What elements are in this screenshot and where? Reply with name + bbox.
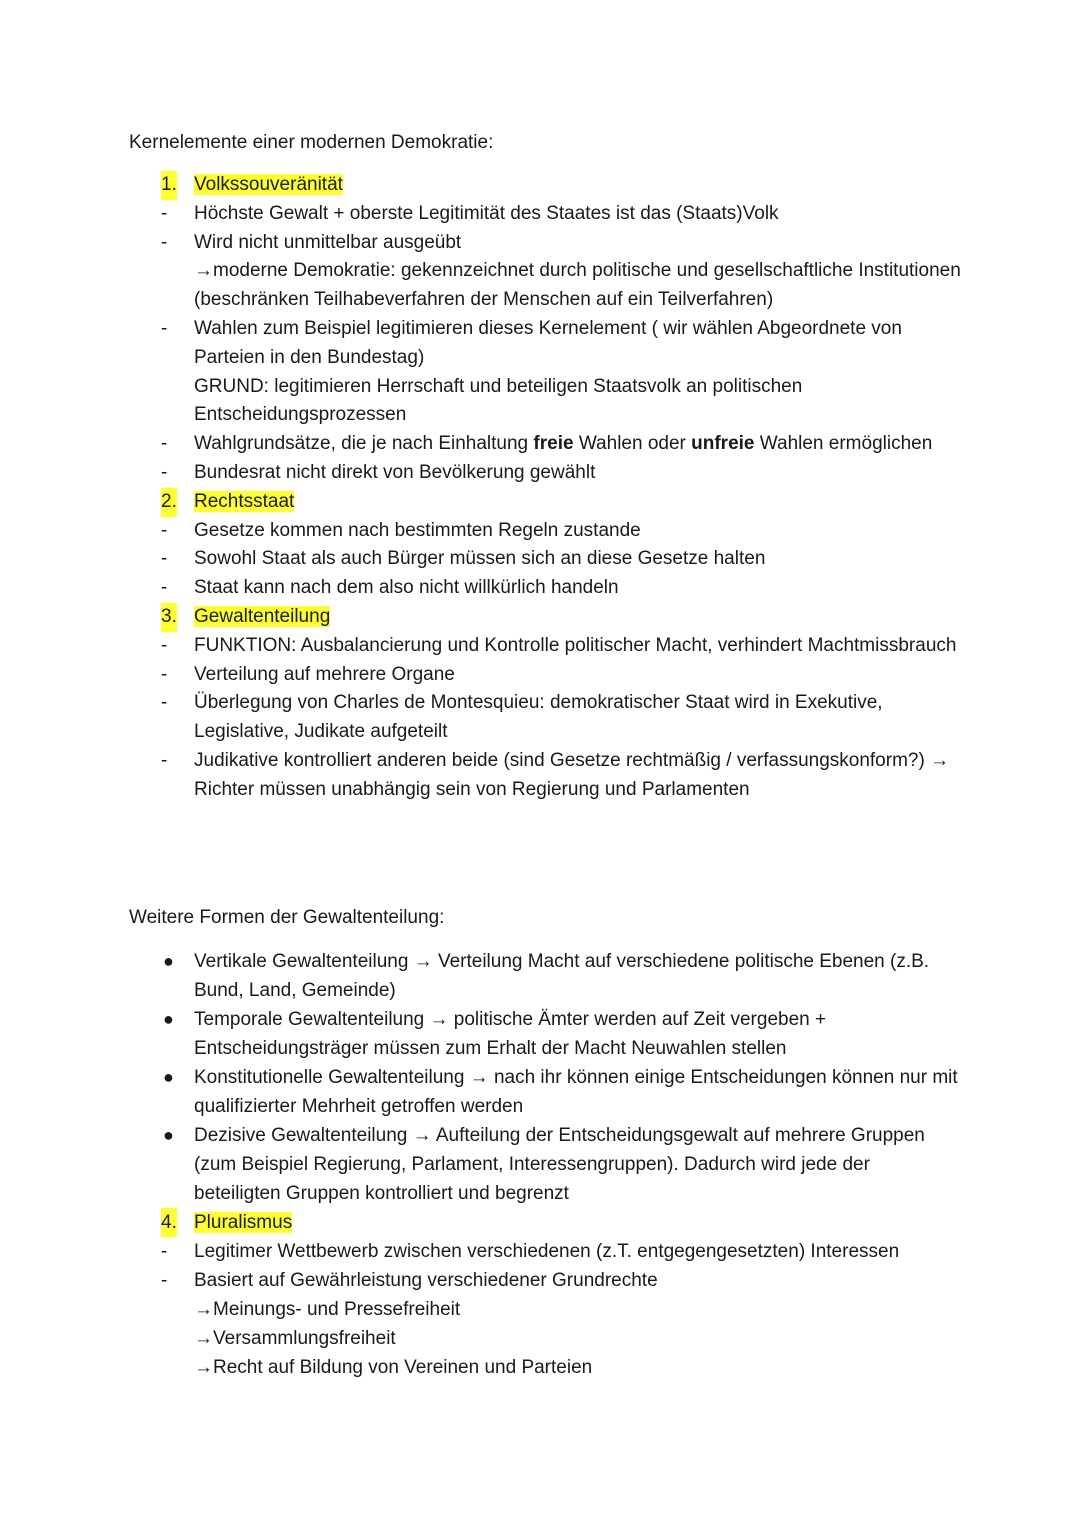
list-item (161, 229, 961, 315)
item-text: Wird nicht unmittelbar ausgeübt (194, 231, 462, 253)
list-item (161, 315, 961, 430)
list-item (161, 459, 961, 488)
dash-marker: - (161, 663, 168, 685)
list-item (161, 661, 961, 690)
item-text: Staat kann nach dem also nicht willkürlich handeln (194, 577, 619, 599)
dash-marker: - (161, 317, 168, 339)
list-item (161, 1266, 961, 1382)
dash-marker: - (161, 202, 168, 224)
bullet-item (161, 947, 961, 1005)
dash-marker: - (161, 548, 168, 570)
list-item (161, 200, 961, 229)
item-text-post: Wahlen ermöglichen (754, 433, 933, 455)
dash-marker: - (161, 692, 168, 714)
item-subtext: GRUND: legitimieren Herrschaft und beteiligen Staatsvolk an politischen Entscheidungsprozessen (194, 375, 803, 426)
list-item (161, 1237, 961, 1266)
list-item (161, 574, 961, 603)
list-item (161, 430, 961, 459)
bullet-marker: ● (163, 1125, 174, 1145)
heading-title: Pluralismus (194, 1212, 293, 1233)
list-item (161, 545, 961, 574)
item-text: Legitimer Wettbewerb zwischen verschiedenen (z.T. entgegengesetzten) Interessen (194, 1241, 900, 1262)
heading-number: 1. (161, 171, 177, 200)
item-text: Konstitutionelle Gewaltenteilung → nach ihr können einige Entscheidungen können nur mit qualifizierter Mehrheit getroffen werden (194, 1067, 958, 1117)
item-text-pre: Wahlgrundsätze, die je nach Einhaltung (194, 433, 534, 455)
item-text: Judikative kontrolliert anderen beide (sind Gesetze rechtmäßig / verfassungskonform?) → Richter müssen unabhängig sein von Regierung und Parlamenten (194, 749, 950, 800)
item-text: Verteilung auf mehrere Organe (194, 663, 455, 685)
intro-heading: Kernelemente einer modernen Demokratie: (129, 132, 494, 153)
dash-marker: - (161, 634, 168, 656)
item-subtext: →moderne Demokratie: gekennzeichnet durch politische und gesellschaftliche Institutionen (beschränken Teilhabeverfahren der Menschen auf ein Teilverfahren) (194, 260, 961, 311)
heading-title: Rechtsstaat (194, 490, 295, 512)
dash-marker: - (161, 433, 168, 455)
arrow-line: →Versammlungsfreiheit (194, 1328, 396, 1349)
heading-row (161, 603, 961, 632)
dash-marker: - (161, 1241, 168, 1262)
bullet-item (161, 1121, 961, 1208)
heading-row (161, 488, 961, 517)
item-text-mid: Wahlen oder (573, 433, 692, 455)
heading-title: Gewaltenteilung (194, 605, 331, 627)
arrow-line: →Meinungs- und Pressefreiheit (194, 1299, 461, 1320)
item-text: Bundesrat nicht direkt von Bevölkerung gewählt (194, 461, 596, 483)
item-text: Basiert auf Gewährleistung verschiedener Grundrechte (194, 1270, 658, 1291)
dash-marker: - (161, 1270, 168, 1291)
heading-title: Volkssouveränität (194, 174, 343, 195)
item-text: Wahlen zum Beispiel legitimieren dieses Kernelement ( wir wählen Abgeordnete von Parteien in den Bundestag) (194, 317, 902, 368)
bullet-marker: ● (163, 951, 174, 971)
item-text: Vertikale Gewaltenteilung → Verteilung Macht auf verschiedene politische Ebenen (z.B. Bund, Land, Gemeinde) (194, 951, 930, 1001)
item-text: Überlegung von Charles de Montesquieu: demokratischer Staat wird in Exekutive, Legislative, Judikate aufgeteilt (194, 692, 883, 743)
heading-row (161, 1208, 961, 1237)
further-heading: Weitere Formen der Gewaltenteilung: (129, 907, 445, 928)
bullet-item (161, 1005, 961, 1063)
item-text: Sowohl Staat als auch Bürger müssen sich an diese Gesetze halten (194, 548, 766, 570)
bold-free: freie (533, 433, 574, 455)
further-forms-list (161, 947, 961, 1382)
heading-number: 4. (161, 1208, 177, 1237)
heading-number: 3. (161, 603, 177, 632)
dash-marker: - (161, 749, 168, 771)
dash-marker: - (161, 519, 168, 541)
bullet-marker: ● (163, 1067, 174, 1087)
item-text: FUNKTION: Ausbalancierung und Kontrolle politischer Macht, verhindert Machtmissbrauch (194, 634, 957, 656)
list-item (161, 747, 961, 805)
list-item (161, 517, 961, 546)
arrow-line: →Recht auf Bildung von Vereinen und Parteien (194, 1357, 593, 1378)
item-text: Temporale Gewaltenteilung → politische Ämter werden auf Zeit vergeben + Entscheidungsträger müssen zum Erhalt der Macht Neuwahlen stellen (194, 1009, 827, 1059)
heading-row (161, 171, 961, 200)
bullet-marker: ● (163, 1009, 174, 1029)
list-item (161, 632, 961, 661)
item-text: Dezisive Gewaltenteilung → Aufteilung der Entscheidungsgewalt auf mehrere Gruppen (zum Beispiel Regierung, Parlament, Interessengruppen). Dadurch wird jede der beteiligten Gruppen kontrolliert und begrenzt (194, 1125, 925, 1204)
section-volkssouveraenitaet (161, 171, 961, 805)
item-text: Gesetze kommen nach bestimmten Regeln zustande (194, 519, 641, 541)
heading-number: 2. (161, 488, 177, 517)
bullet-item (161, 1063, 961, 1121)
bold-unfree: unfreie (691, 433, 755, 455)
dash-marker: - (161, 231, 168, 253)
dash-marker: - (161, 461, 168, 483)
item-text: Höchste Gewalt + oberste Legitimität des Staates ist das (Staats)Volk (194, 202, 779, 224)
list-item (161, 689, 961, 747)
dash-marker: - (161, 577, 168, 599)
